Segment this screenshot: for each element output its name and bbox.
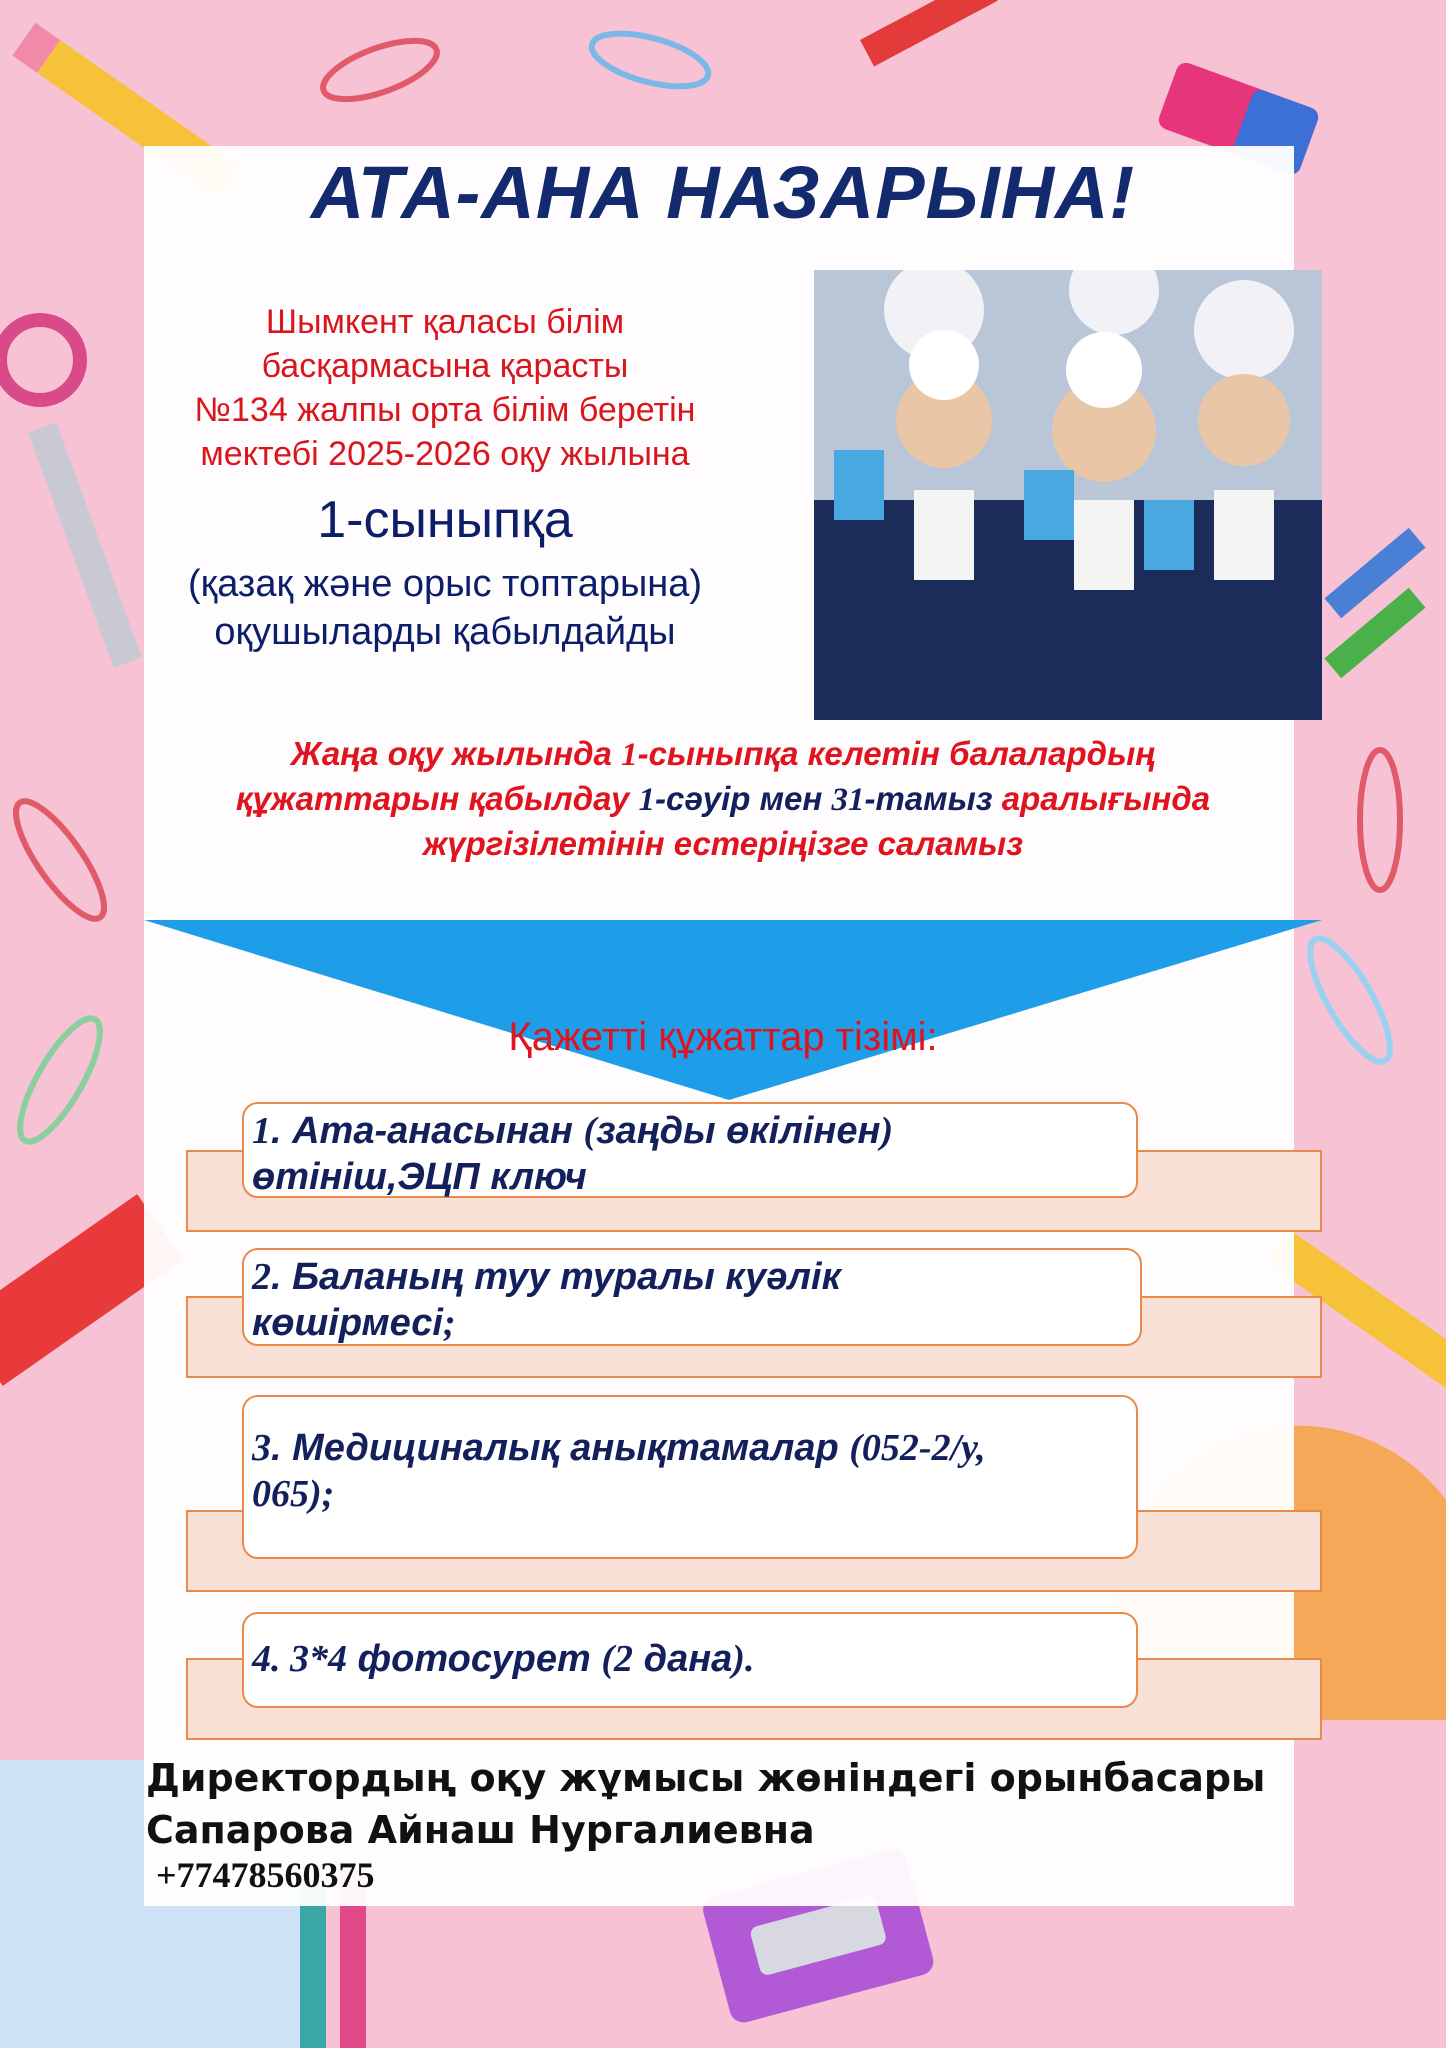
info-line: басқармасына қарасты [261,347,629,385]
paperclip-icon [316,29,444,111]
students-photo [814,270,1322,720]
scissors-icon [0,320,142,668]
footer-name: Сапарова Айнаш Нургалиевна [146,1808,815,1852]
notice-text [130,732,1316,866]
paperclip-icon [586,23,713,97]
notice-line: жүргізілетінін естеріңізге саламыз [422,825,1024,862]
pencil-icon [860,0,1024,66]
footer-role: Директордың оқу жұмысы жөніндегі орынбасары [146,1756,1266,1800]
grade-label: 1-сыныпқа [317,491,573,549]
info-line: мектебі 2025-2026 оқу жылына [200,435,690,473]
paperclip-icon [1360,750,1400,890]
doc-item-1: 1. Ата-анасынан (заңды өкілінен) өтініш,ЭЦП ключ [242,1102,1138,1198]
students-illustration [814,270,1322,720]
footer-contact [146,1752,1265,1856]
accept-line: оқушыларды қабылдайды [214,611,676,653]
notice-line: Жаңа оқу жылында 1-сыныпқа келетін балалардың [290,735,1156,773]
doc-item-3: 3. Медициналық анықтамалар (052-2/у, 065); [242,1395,1138,1559]
doc-item-2: 2. Баланың туу туралы куәлік көшірмесі; [242,1248,1142,1346]
paperclip-icon [2,790,118,930]
footer-phone: +77478560375 [156,1855,375,1895]
notice-line: құжаттарын қабылдау 1-сәуір мен 31-тамыз аралығында [235,780,1211,818]
school-info [150,300,740,476]
info-line: №134 жалпы орта білім беретін [194,391,696,429]
doc-item-4: 4. 3*4 фотосурет (2 дана). [242,1612,1138,1708]
groups-line: (қазақ және орыс топтарына) [187,563,703,605]
list-title: Қажетті құжаттар тізімі: [508,1015,938,1059]
info-line: Шымкент қаласы білім [265,303,625,341]
groups-info [150,560,740,656]
blue-triangle [144,920,1324,1100]
page-title: АТА-АНА НАЗАРЫНА! [310,151,1136,234]
